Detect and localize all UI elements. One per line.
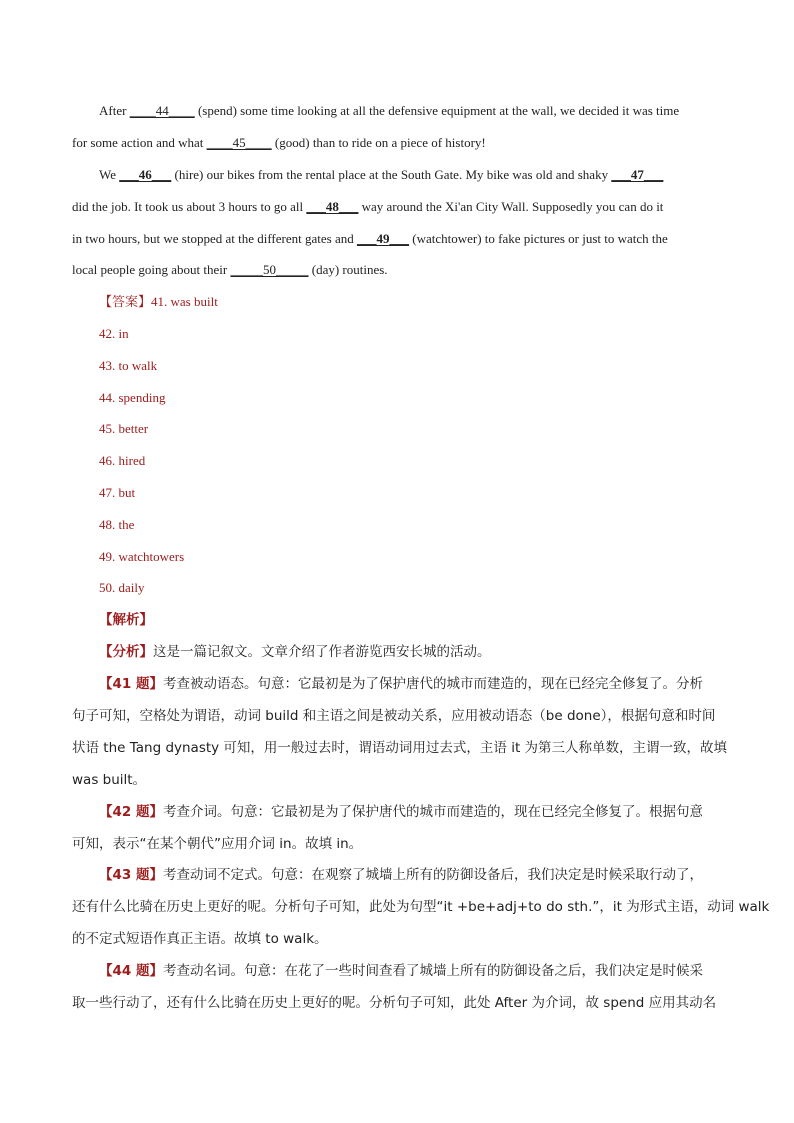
blank-45: ____45____ xyxy=(206,135,272,150)
text-run: local people going about their xyxy=(72,262,231,277)
q44-line xyxy=(99,962,703,980)
text-run: We xyxy=(99,167,120,182)
q44-line: 取一些行动了，还有什么比骑在历史上更好的呢。分析句子可知，此处 After 为介词，故 spend 应用其动名 xyxy=(72,995,717,1011)
passage-line xyxy=(99,167,663,183)
q42-line xyxy=(99,803,703,821)
passage-line xyxy=(72,262,388,278)
q43-tag: 【43 题】 xyxy=(99,867,163,883)
q41-tag: 【41 题】 xyxy=(99,676,163,692)
blank-47: ___47___ xyxy=(611,167,664,182)
text-run: way around the Xi'an City Wall. Supposedly you can do it xyxy=(358,199,664,214)
answer-item: 49. watchtowers xyxy=(99,549,185,564)
text-run: (watchtower) to fake pictures or just to watch the xyxy=(408,231,668,246)
passage-line xyxy=(99,103,679,119)
answer-item: 46. hired xyxy=(99,453,146,468)
answer-item: 43. to walk xyxy=(99,358,158,373)
summary-text: 这是一篇记叙文。文章介绍了作者游览西安长城的活动。 xyxy=(153,644,491,660)
q41-line: 状语 the Tang dynasty 可知，用一般过去时，谓语动词用过去式，主语 it 为第三人称单数，主谓一致，故填 xyxy=(72,740,728,756)
text-run: (good) than to ride on a piece of history! xyxy=(271,135,486,150)
text-run: (hire) our bikes from the rental place at the South Gate. My bike was old and shaky xyxy=(171,167,612,182)
q44-tag: 【44 题】 xyxy=(99,963,163,979)
q41-line: was built。 xyxy=(72,772,147,788)
text-run: did the job. It took us about 3 hours to go all xyxy=(72,199,307,214)
blank-48: ___48___ xyxy=(306,199,359,214)
passage-line xyxy=(72,231,668,247)
blank-46: ___46___ xyxy=(119,167,172,182)
q44-text: 考查动名词。句意：在花了一些时间查看了城墙上所有的防御设备之后，我们决定是时候采 xyxy=(163,963,703,979)
analysis-header-label: 【解析】 xyxy=(99,612,153,628)
q42-line: 可知，表示“在某个朝代”应用介词 in。故填 in。 xyxy=(72,836,363,852)
answer-item: 47. but xyxy=(99,485,136,500)
q43-line xyxy=(99,866,703,884)
blank-50: _____50_____ xyxy=(230,262,309,277)
q42-text: 考查介词。句意：它最初是为了保护唐代的城市而建造的，现在已经完全修复了。根据句意 xyxy=(163,804,703,820)
passage-line xyxy=(72,135,486,151)
blank-44: ____44____ xyxy=(129,103,195,118)
answer-item: 45. better xyxy=(99,421,149,436)
answer-item: 50. daily xyxy=(99,580,145,595)
text-run: (spend) some time looking at all the defensive equipment at the wall, we decided it was time xyxy=(194,103,680,118)
text-run: for some action and what xyxy=(72,135,207,150)
text-run: (day) routines. xyxy=(308,262,388,277)
answer-item: 48. the xyxy=(99,517,135,532)
analysis-summary xyxy=(99,643,491,661)
q41-line xyxy=(99,675,703,693)
analysis-header xyxy=(99,611,153,629)
answer-item: 44. spending xyxy=(99,390,166,405)
blank-49: ___49___ xyxy=(356,231,409,246)
summary-tag: 【分析】 xyxy=(99,644,153,660)
answer-header: 【答案】41. was built xyxy=(99,294,218,309)
q43-line: 还有什么比骑在历史上更好的呢。分析句子可知，此处为句型“it +be+adj+to do sth.”，it 为形式主语，动词 walk xyxy=(72,899,770,915)
passage-line xyxy=(72,199,663,215)
q42-tag: 【42 题】 xyxy=(99,804,163,820)
q41-line: 句子可知，空格处为谓语，动词 build 和主语之间是被动关系，应用被动语态（be done），根据句意和时间 xyxy=(72,708,716,724)
text-run: in two hours, but we stopped at the different gates and xyxy=(72,231,357,246)
answer-item: 42. in xyxy=(99,326,129,341)
q43-text: 考查动词不定式。句意：在观察了城墙上所有的防御设备后，我们决定是时候采取行动了， xyxy=(163,867,703,883)
text-run: After xyxy=(99,103,130,118)
q43-line: 的不定式短语作真正主语。故填 to walk。 xyxy=(72,931,328,947)
q41-text: 考查被动语态。句意：它最初是为了保护唐代的城市而建造的，现在已经完全修复了。分析 xyxy=(163,676,703,692)
